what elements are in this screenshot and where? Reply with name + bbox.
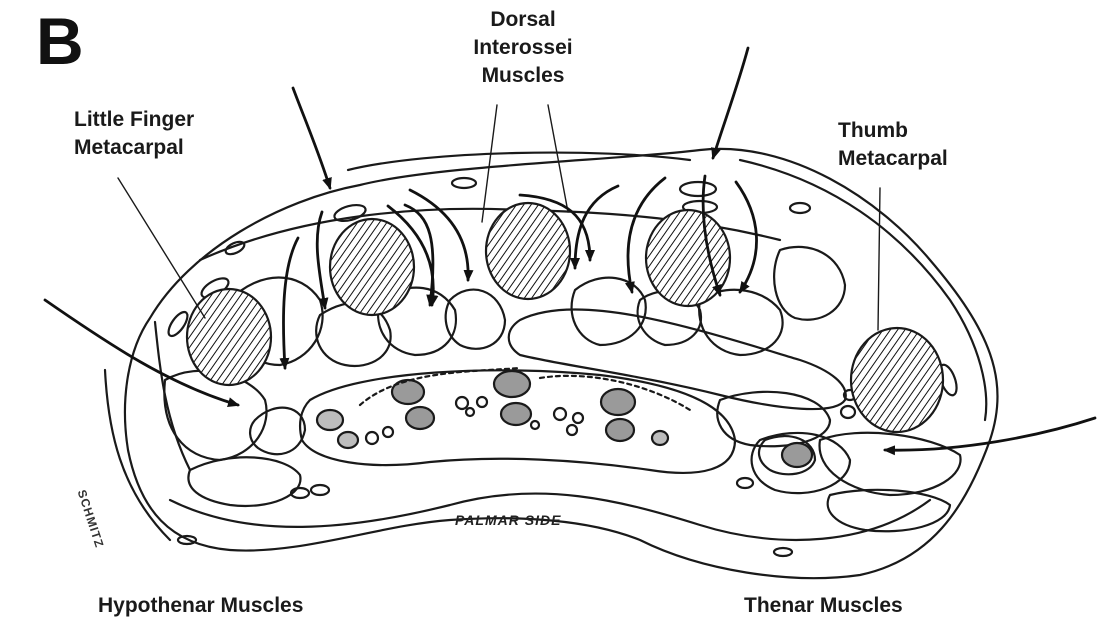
little-finger-metacarpal-label — [74, 106, 194, 162]
metacarpal-index — [646, 210, 730, 306]
label-line: Dorsal — [490, 8, 556, 31]
dorsal-interossei-label — [458, 6, 588, 90]
panel-letter: B — [36, 4, 84, 78]
label-line: Metacarpal — [74, 136, 184, 159]
label-line: Interossei — [473, 36, 573, 59]
palmar-side-label: PALMAR SIDE — [455, 512, 562, 528]
thumb-metacarpal-label — [838, 117, 948, 173]
thenar-muscles-label: Thenar Muscles — [744, 594, 903, 617]
metacarpal-middle — [486, 203, 570, 299]
label-line: Muscles — [481, 64, 565, 87]
label-line: Metacarpal — [838, 147, 948, 170]
little-finger-metacarpal — [187, 289, 271, 385]
label-line: Thumb — [838, 119, 908, 142]
thumb-metacarpal — [851, 328, 943, 432]
metacarpal-ring — [330, 219, 414, 315]
hypothenar-muscles-label: Hypothenar Muscles — [98, 594, 304, 617]
label-line: Little Finger — [74, 108, 195, 131]
artist-signature: SCHMITZ — [74, 488, 107, 550]
